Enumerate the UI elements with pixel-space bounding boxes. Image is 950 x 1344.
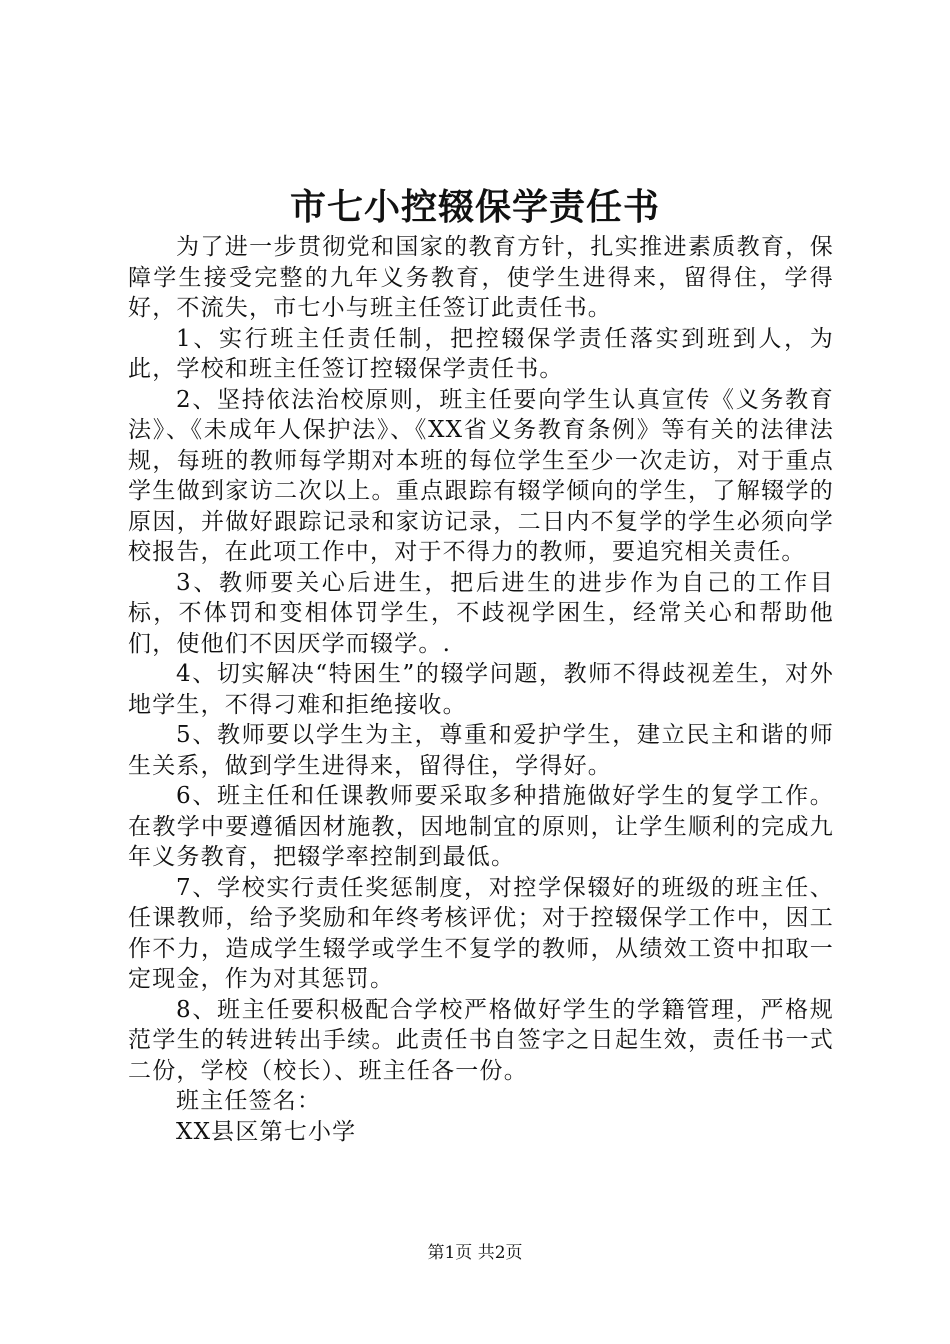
paragraph-item-6: 6、班主任和任课教师要采取多种措施做好学生的复学工作。在教学中要遵循因材施教，因地制宜的原则，让学生顺利的完成九年义务教育，把辍学率控制到最低。	[128, 783, 834, 870]
paragraph-item-3: 3、教师要关心后进生，把后进生的进步作为自己的工作目标，不体罚和变相体罚学生，不歧视学困生，经常关心和帮助他们，使他们不因厌学而辍学。.	[128, 569, 834, 657]
document-body	[128, 232, 834, 1147]
paragraph-item-7: 7、学校实行责任奖惩制度，对控学保辍好的班级的班主任、任课教师，给予奖励和年终考核评优；对于控辍保学工作中，因工作不力，造成学生辍学或学生不复学的教师，从绩效工资中扣取一定现金，作为对其惩罚。	[128, 874, 834, 992]
page-footer: 第1页 共2页	[427, 1243, 523, 1263]
paragraph-item-2: 2、坚持依法治校原则，班主任要向学生认真宣传《义务教育法》、《未成年人保护法》、《XX省义务教育条例》等有关的法律法规，每班的教师每学期对本班的每位学生至少一次走访，对于重点学生做到家访二次以上。重点跟踪有辍学倾向的学生，了解辍学的原因，并做好跟踪记录和家访记录，二日内不复学的学生必须向学校报告，在此项工作中，对于不得力的教师，要追究相关责任。	[128, 386, 834, 565]
paragraph-item-1: 1、实行班主任责任制，把控辍保学责任落实到班到人，为此，学校和班主任签订控辍保学责任书。	[128, 325, 834, 382]
paragraph-item-5: 5、教师要以学生为主，尊重和爱护学生，建立民主和谐的师生关系，做到学生进得来，留得住，学得好。	[128, 722, 834, 779]
paragraph-intro: 为了进一步贯彻党和国家的教育方针，扎实推进素质教育，保障学生接受完整的九年义务教育，使学生进得来，留得住，学得好，不流失，市七小与班主任签订此责任书。	[128, 234, 834, 321]
paragraph-item-8: 8、班主任要积极配合学校严格做好学生的学籍管理，严格规范学生的转进转出手续。此责任书自签字之日起生效，责任书一式二份，学校（校长）、班主任各一份。	[128, 996, 834, 1084]
signature-label: 班主任签名：	[176, 1088, 322, 1114]
document-title: 市七小控辍保学责任书	[289, 186, 660, 228]
school-name: XX县区第七小学	[176, 1118, 357, 1145]
paragraph-item-4: 4、切实解决“特困生”的辍学问题，教师不得歧视差生，对外地学生，不得刁难和拒绝接收。	[128, 661, 834, 718]
